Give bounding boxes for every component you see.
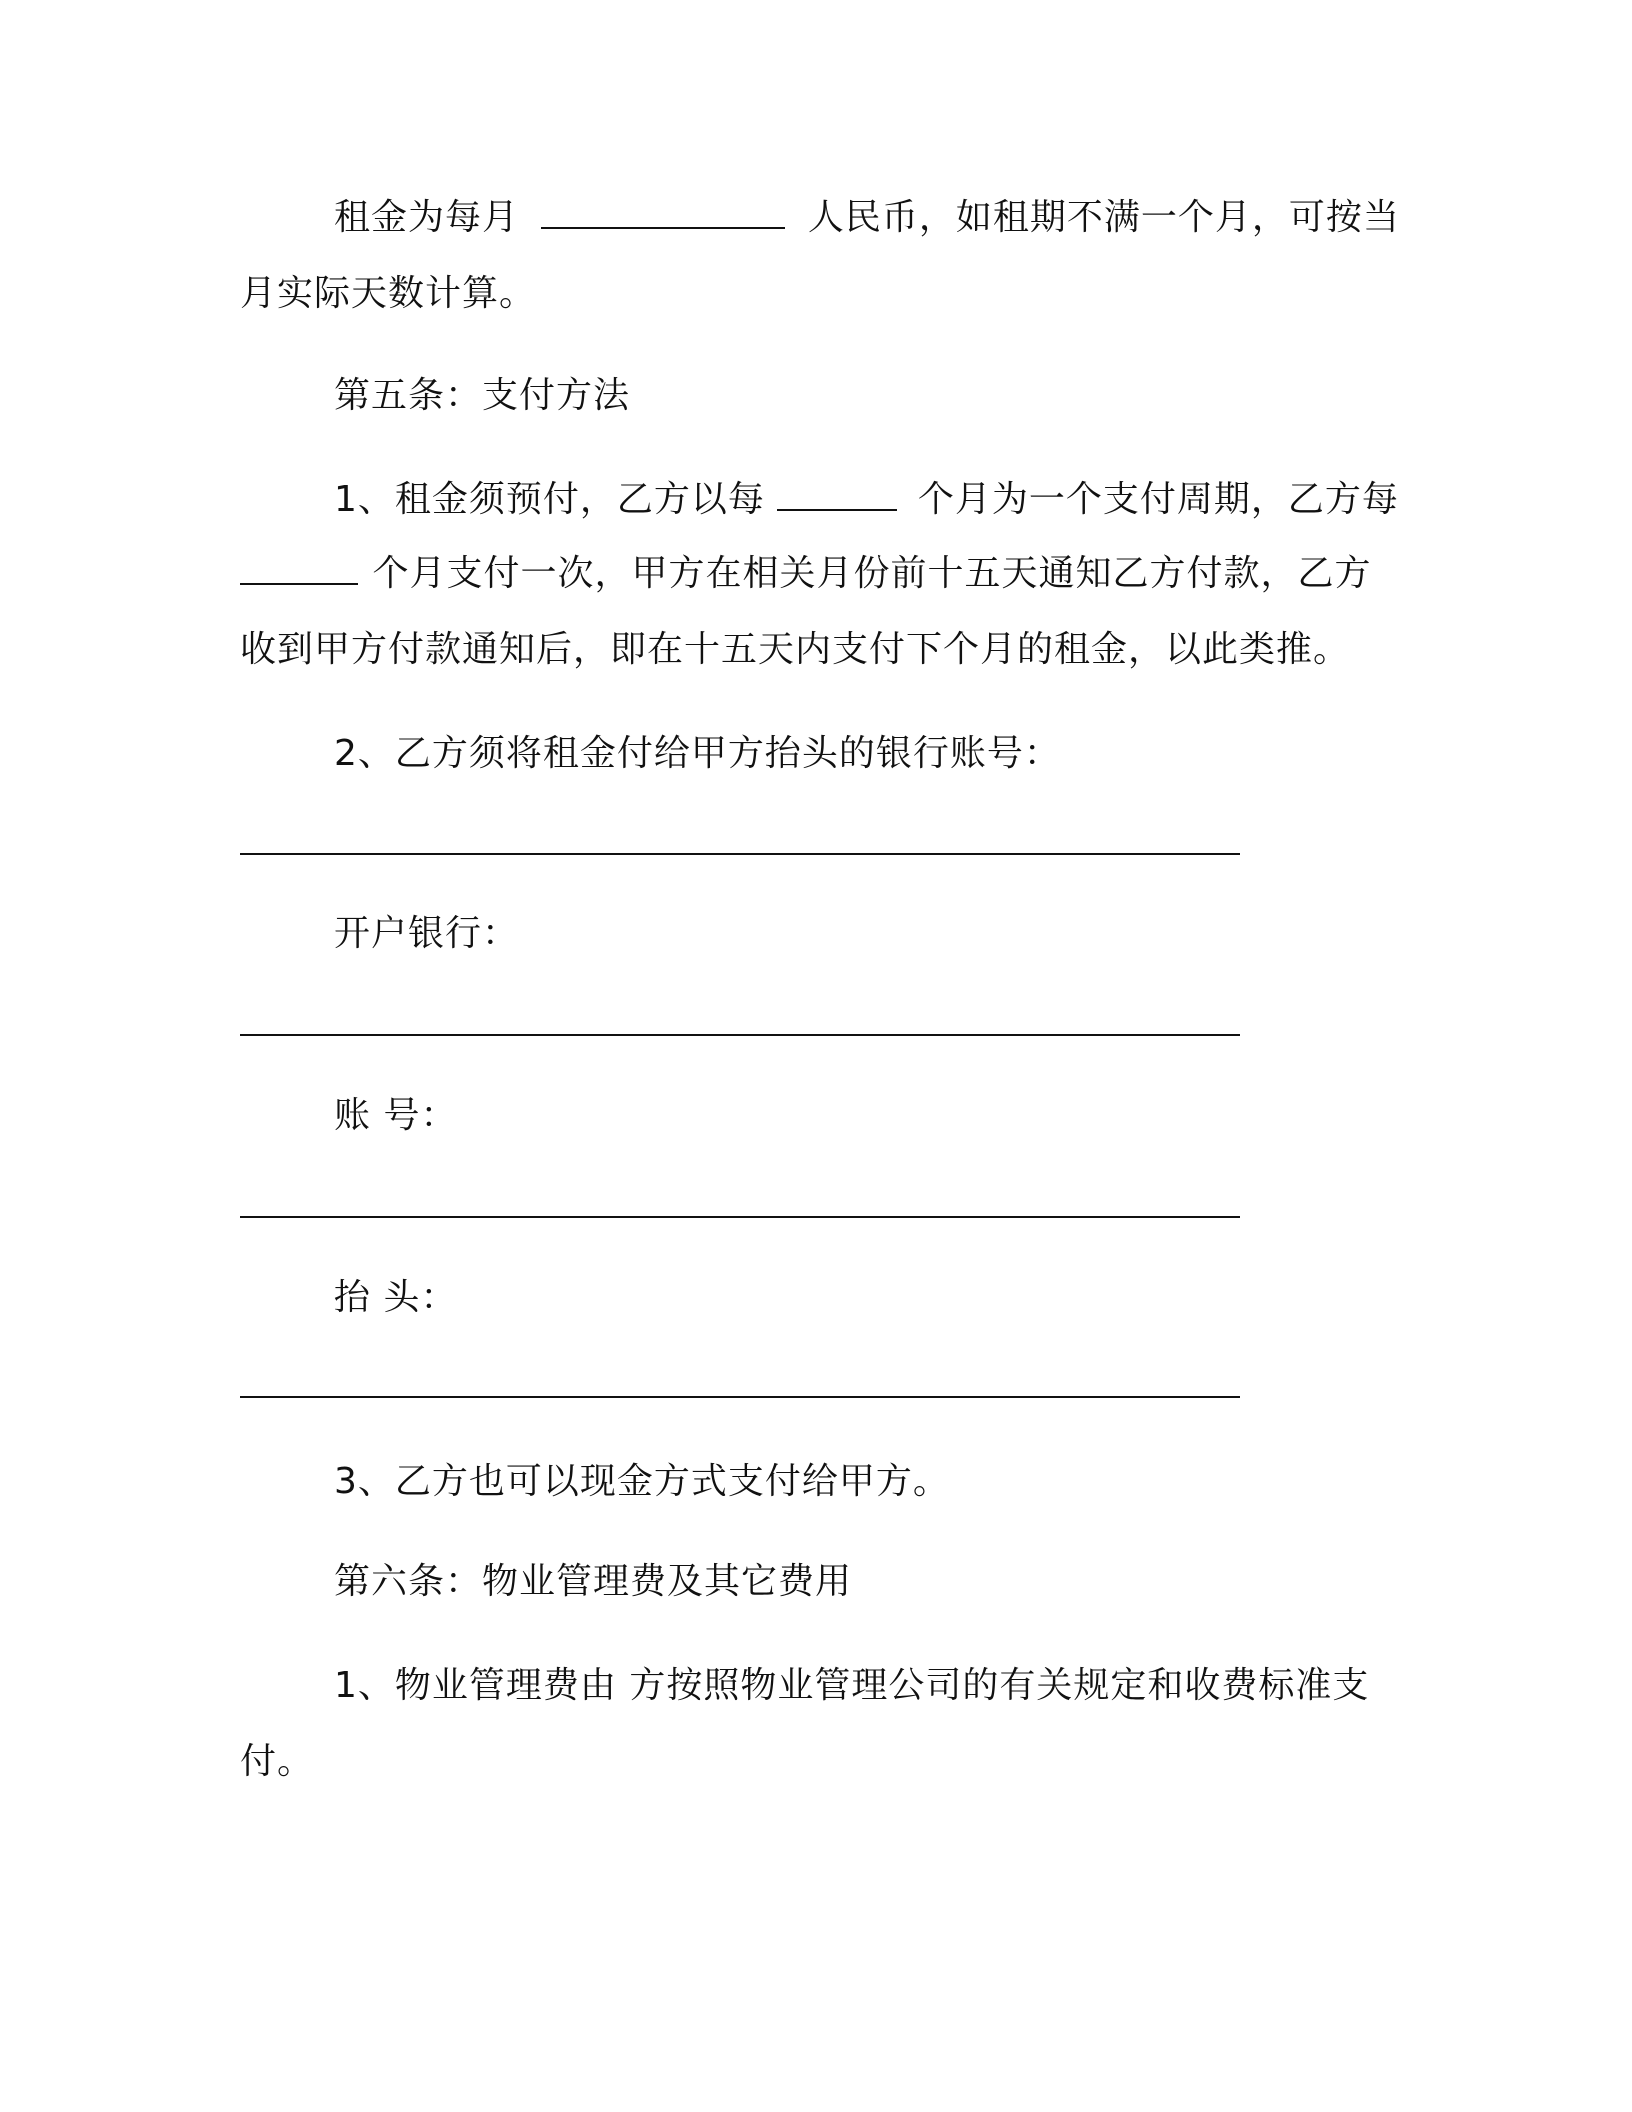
- rent-paragraph-line-1: [334, 196, 1514, 240]
- payment-item-1-line-1: [334, 478, 1514, 522]
- payment-item-2: 2、乙方须将租金付给甲方抬头的银行账号：: [334, 733, 1061, 774]
- payee-label: 抬 头：: [334, 1277, 458, 1318]
- payment-cycle-blank: [777, 479, 897, 511]
- bank-name-blank-line: [240, 1034, 1240, 1036]
- fee-item-1-line-2: 付。: [240, 1741, 315, 1782]
- payment-cycle-text-before-blank: 1、租金须预付，乙方以每: [334, 479, 765, 520]
- rent-paragraph-line-2: 月实际天数计算。: [240, 273, 537, 314]
- article-5-heading: 第五条：支付方法: [334, 375, 631, 416]
- account-number-label: 账 号：: [334, 1095, 458, 1136]
- bank-account-blank-line: [240, 853, 1240, 855]
- bank-name-label: 开户银行：: [334, 913, 520, 954]
- payment-item-3: 3、乙方也可以现金方式支付给甲方。: [334, 1461, 950, 1502]
- payment-item-1-line-3: 收到甲方付款通知后，即在十五天内支付下个月的租金，以此类推。: [240, 629, 1351, 670]
- rent-text-before-blank: 租金为每月: [334, 197, 520, 238]
- rent-text-after-blank: 人民币，如租期不满一个月，可按当: [807, 197, 1400, 238]
- rent-amount-blank: [541, 197, 785, 229]
- article-6-heading: 第六条：物业管理费及其它费用: [334, 1561, 853, 1602]
- payment-item-1-line-2: [240, 552, 1420, 596]
- payment-frequency-text: 个月支付一次，甲方在相关月份前十五天通知乙方付款，乙方: [372, 553, 1372, 594]
- account-number-blank-line: [240, 1216, 1240, 1218]
- fee-item-1-line-1: 1、物业管理费由 方按照物业管理公司的有关规定和收费标准支: [334, 1665, 1370, 1706]
- payee-blank-line: [240, 1396, 1240, 1398]
- payment-frequency-blank: [240, 553, 358, 585]
- payment-cycle-text-after-blank: 个月为一个支付周期，乙方每: [917, 479, 1399, 520]
